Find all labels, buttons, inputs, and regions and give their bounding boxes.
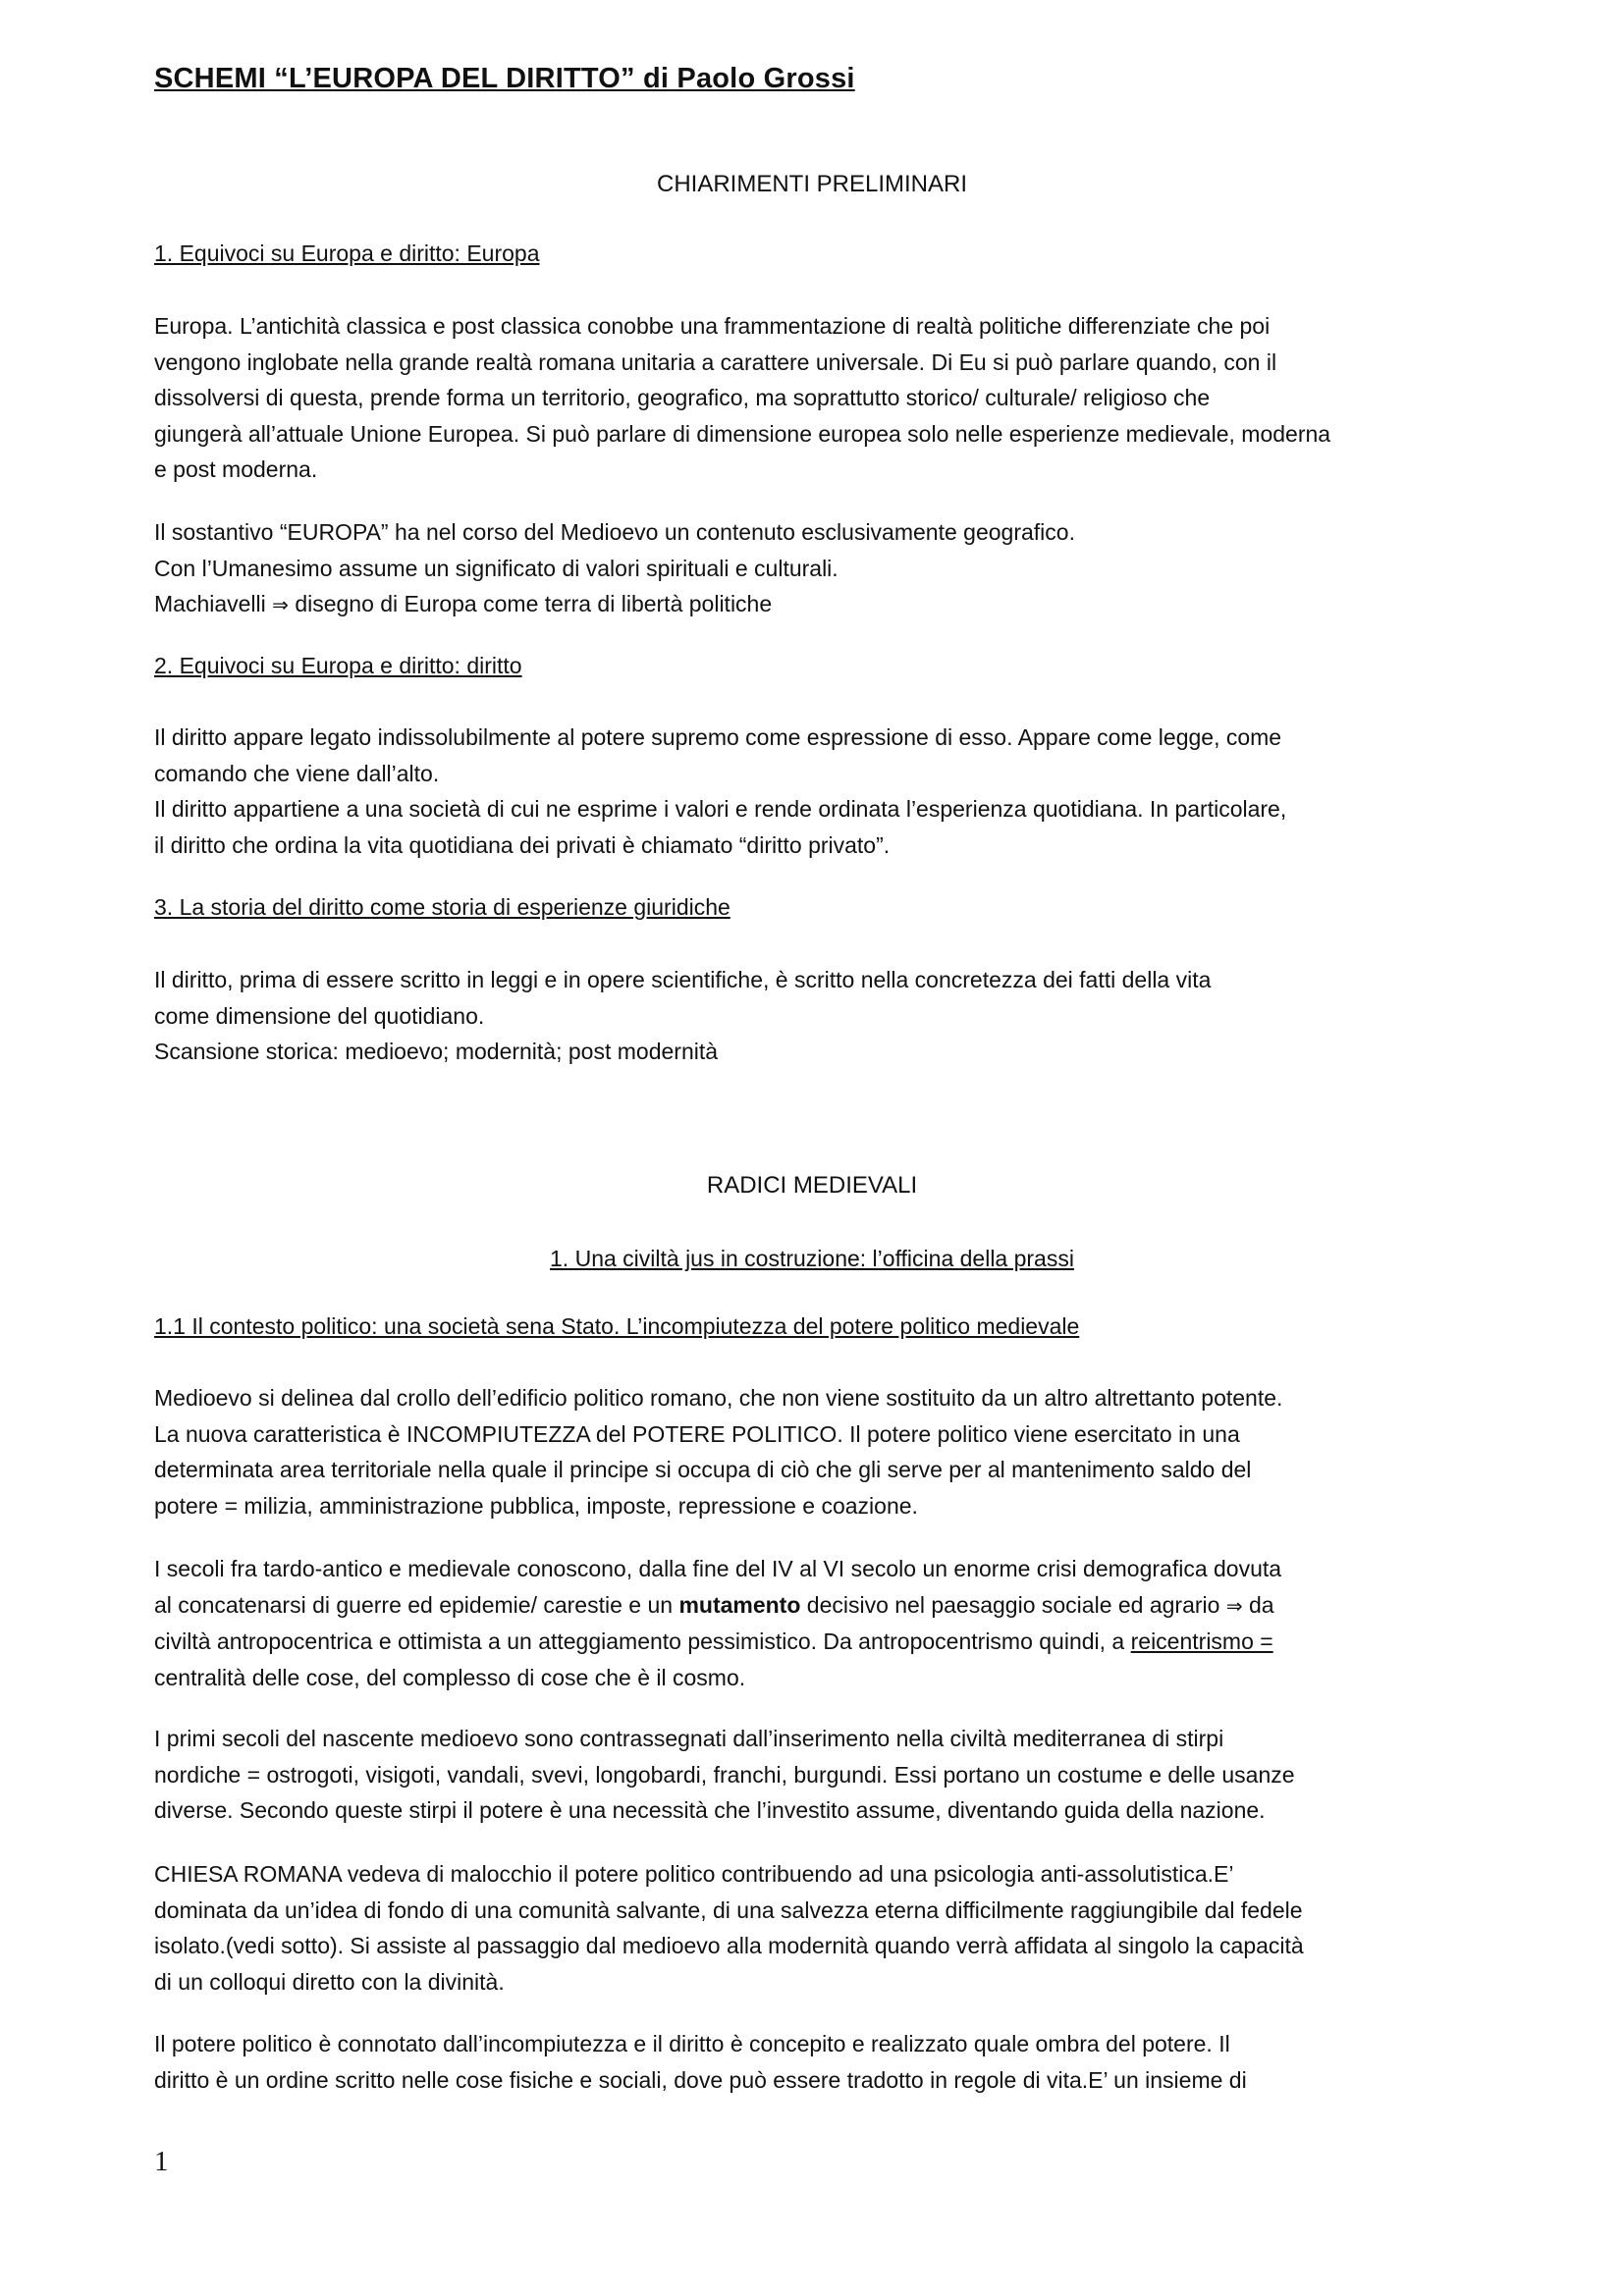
paragraph-line: Il sostantivo “EUROPA” ha nel corso del Medioevo un contenuto esclusivamente geografico.: [154, 519, 1075, 545]
paragraph-europa: [154, 308, 1475, 488]
paragraph-line: Scansione storica: medioevo; modernità; post modernità: [154, 1039, 719, 1064]
machiavelli-text-end: disegno di Europa come terra di libertà politiche: [295, 591, 773, 616]
text-segment: da: [1249, 1591, 1274, 1618]
text-segment: al concatenarsi di guerre ed epidemie/ carestie e un: [154, 1591, 674, 1618]
paragraph-line: come dimensione del quotidiano.: [154, 1002, 485, 1029]
paragraph-medioevo: [154, 1380, 1475, 1523]
subsection-title-storia-diritto: 3. La storia del diritto come storia di esperienze giuridiche: [154, 894, 730, 920]
paragraph-chiesa-romana: [154, 1856, 1475, 2000]
paragraph-line: diritto è un ordine scritto nelle cose fisiche e sociali, dove può essere tradotto in regole di vita.E’ un insieme di: [154, 2066, 1247, 2093]
paragraph-line: Con l’Umanesimo assume un significato di valori spirituali e culturali.: [154, 555, 839, 581]
paragraph-line: centralità delle cose, del complesso di cose che è il cosmo.: [154, 1664, 746, 1690]
page-number: 1: [154, 2146, 169, 2177]
paragraph-line: La nuova caratteristica è INCOMPIUTEZZA del POTERE POLITICO. Il potere politico viene esercitato in una: [154, 1420, 1240, 1447]
subsection-title-europa: 1. Equivoci su Europa e diritto: Europa: [154, 240, 540, 266]
paragraph-primi-secoli: [154, 1721, 1475, 1829]
paragraph-storia-diritto: [154, 962, 1475, 1070]
text-segment: civiltà antropocentrica e ottimista a un atteggiamento pessimistico. Da antropocentrismo quindi, a: [154, 1629, 1125, 1654]
paragraph-line: il diritto che ordina la vita quotidiana dei privati è chiamato “diritto privato”.: [154, 831, 891, 858]
machiavelli-text: Machiavelli: [154, 591, 266, 616]
arrow-icon: ⇒: [1225, 1593, 1243, 1618]
paragraph-line: nordiche = ostrogoti, visigoti, vandali, svevi, longobardi, franchi, burgundi. Essi portano un costume e delle usanze: [154, 1761, 1295, 1788]
paragraph-line: [154, 1624, 1475, 1660]
paragraph-line: I secoli fra tardo-antico e medievale conoscono, dalla fine del IV al VI secolo un enorme crisi demografica dovuta: [154, 1556, 1282, 1581]
paragraph-line: comando che viene dall’alto.: [154, 760, 440, 786]
document-title: SCHEMI “L’EUROPA DEL DIRITTO” di Paolo Grossi: [154, 63, 855, 94]
section-heading-radici: RADICI MEDIEVALI: [706, 1172, 918, 1199]
paragraph-line: I primi secoli del nascente medioevo sono contrassegnati dall’inserimento nella civiltà mediterranea di stirpi: [154, 1726, 1224, 1751]
text-segment: decisivo nel paesaggio sociale ed agrario: [806, 1591, 1220, 1618]
paragraph-sostantivo-europa: [154, 514, 1475, 623]
paragraph-line: di un colloqui diretto con la divinità.: [154, 1968, 505, 1995]
subsection-title-contesto-politico: 1.1 Il contesto politico: una società sena Stato. L’incompiutezza del potere politico medievale: [154, 1313, 1080, 1339]
paragraph-line: vengono inglobate nella grande realtà romana unitaria a carattere universale. Di Eu si può parlare quando, con il: [154, 348, 1277, 375]
paragraph-line: [154, 586, 1475, 623]
paragraph-potere-politico: [154, 2026, 1475, 2098]
paragraph-line: e post moderna.: [154, 456, 318, 482]
paragraph-line: Il potere politico è connotato dall’incompiutezza e il diritto è concepito e realizzato quale ombra del potere. Il: [154, 2031, 1230, 2056]
paragraph-line: Europa. L’antichità classica e post classica conobbe una frammentazione di realtà politiche differenziate che poi: [154, 313, 1271, 339]
paragraph-line: Il diritto appare legato indissolubilmente al potere supremo come espressione di esso. Appare come legge, come: [154, 724, 1282, 750]
paragraph-secoli: [154, 1551, 1475, 1695]
paragraph-line: Il diritto, prima di essere scritto in leggi e in opere scientifiche, è scritto nella concretezza dei fatti della vita: [154, 967, 1212, 992]
paragraph-line: dominata da un’idea di fondo di una comunità salvante, di una salvezza eterna difficilmente raggiungibile dal fedele: [154, 1896, 1303, 1923]
paragraph-line: giungerà all’attuale Unione Europea. Si può parlare di dimensione europea solo nelle esperienze medievale, moderna: [154, 420, 1331, 447]
paragraph-line: dissolversi di questa, prende forma un territorio, geografico, ma soprattutto storico/ culturale/ religioso che: [154, 385, 1211, 410]
subsection-title-civilta-jus: 1. Una civiltà jus in costruzione: l’officina della prassi: [550, 1246, 1074, 1271]
paragraph-line: Medioevo si delinea dal crollo dell’edificio politico romano, che non viene sostituito da un altro altrettanto potente.: [154, 1385, 1283, 1411]
paragraph-line: CHIESA ROMANA vedeva di malocchio il potere politico contribuendo ad una psicologia anti-assolutistica.E’: [154, 1861, 1234, 1887]
paragraph-line: Il diritto appartiene a una società di cui ne esprime i valori e rende ordinata l’esperienza quotidiana. In particolare,: [154, 796, 1287, 822]
paragraph-line: determinata area territoriale nella quale il principe si occupa di ciò che gli serve per al mantenimento saldo del: [154, 1457, 1252, 1482]
bold-term-mutamento: mutamento: [678, 1591, 801, 1618]
paragraph-line: diverse. Secondo queste stirpi il potere è una necessità che l’investito assume, diventando guida della nazione.: [154, 1797, 1266, 1823]
section-heading-chiarimenti: CHIARIMENTI PRELIMINARI: [656, 171, 968, 197]
paragraph-diritto: [154, 720, 1475, 863]
subsection-title-diritto: 2. Equivoci su Europa e diritto: diritto: [154, 653, 522, 678]
underlined-term-reicentrismo: reicentrismo =: [1130, 1629, 1273, 1654]
paragraph-line: [154, 1587, 1475, 1625]
paragraph-line: potere = milizia, amministrazione pubblica, imposte, repressione e coazione.: [154, 1492, 918, 1519]
arrow-icon: ⇒: [272, 593, 289, 616]
paragraph-line: isolato.(vedi sotto). Si assiste al passaggio dal medioevo alla modernità quando verrà affidata al singolo la capacità: [154, 1933, 1304, 1958]
